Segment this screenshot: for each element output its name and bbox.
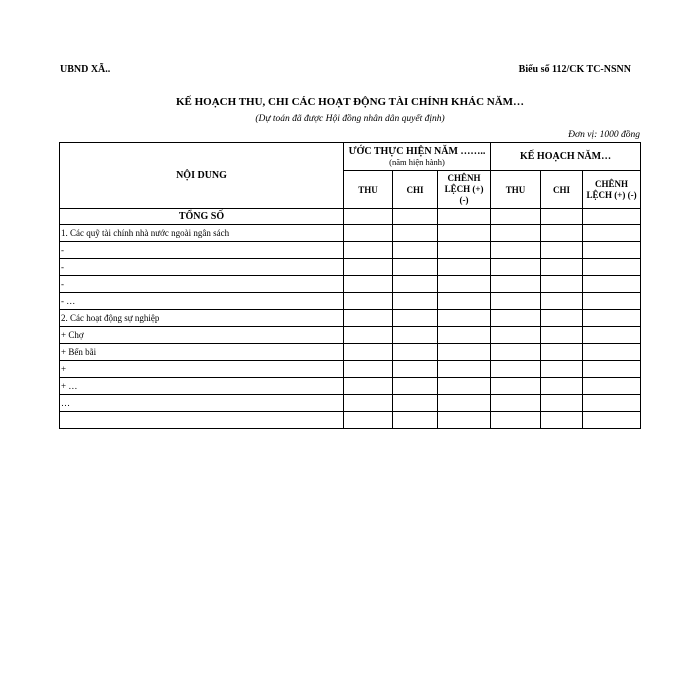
table-row [60,327,641,344]
header-plan-thu: THU [491,171,541,209]
document-title: KẾ HOẠCH THU, CHI CÁC HOẠT ĐỘNG TÀI CHÍNH KHÁC NĂM… [175,96,525,108]
table-row [60,276,641,293]
row-label: … [60,395,344,412]
table-cell [583,242,641,259]
table-cell [344,225,393,242]
header-estimate-diff: CHÊNH LỆCH (+) (-) [438,171,491,209]
header-estimate-thu: THU [344,171,393,209]
table-cell [491,310,541,327]
row-label: - [60,242,344,259]
table-cell [541,378,583,395]
table-cell [438,344,491,361]
table-cell [491,242,541,259]
table-cell [344,412,393,429]
table-cell [393,259,438,276]
table-row [60,378,641,395]
table-cell [541,327,583,344]
table-cell [583,361,641,378]
table-cell [438,327,491,344]
table-cell [541,259,583,276]
table-row-total [60,209,641,225]
table-cell [491,293,541,310]
table-cell [491,209,541,225]
table-cell [393,276,438,293]
table-cell [491,344,541,361]
table-row [60,395,641,412]
header-content: NỘI DUNG [60,143,344,209]
table-cell [491,412,541,429]
table-cell [541,412,583,429]
table-cell [393,209,438,225]
table-cell [438,209,491,225]
row-label: - [60,276,344,293]
table-cell [344,327,393,344]
budget-table [59,142,641,429]
table-cell [393,378,438,395]
table-cell [393,242,438,259]
table-cell [491,378,541,395]
unit-label: Đơn vị: 1000 đồng [568,130,640,140]
table-cell [438,310,491,327]
table-cell [541,395,583,412]
table-cell [541,225,583,242]
table-cell [438,412,491,429]
table-cell [438,242,491,259]
table-cell [344,293,393,310]
total-label: TỔNG SỐ [60,209,344,225]
table-cell [541,361,583,378]
table-cell [393,310,438,327]
table-cell [393,395,438,412]
row-label: - [60,259,344,276]
table-cell [541,310,583,327]
table-row [60,412,641,429]
header-plan-chi: CHI [541,171,583,209]
table-cell [438,259,491,276]
table-cell [438,361,491,378]
table-cell [491,276,541,293]
header-plan-group: KẾ HOẠCH NĂM… [491,143,641,171]
table-cell [393,293,438,310]
table-cell [438,395,491,412]
table-cell [344,242,393,259]
table-cell [393,327,438,344]
table-cell [541,293,583,310]
table-cell [438,293,491,310]
table-cell [344,395,393,412]
table-cell [491,395,541,412]
row-label: + Chợ [60,327,344,344]
table-cell [344,209,393,225]
table-cell [344,378,393,395]
table-cell [541,242,583,259]
table-row [60,310,641,327]
table-cell [583,276,641,293]
table-cell [583,412,641,429]
table-cell [491,361,541,378]
table-cell [438,276,491,293]
table-cell [438,225,491,242]
table-cell [491,259,541,276]
table-cell [491,225,541,242]
table-cell [438,378,491,395]
table-cell [393,225,438,242]
table-row [60,293,641,310]
table-cell [541,344,583,361]
row-label: + … [60,378,344,395]
table-cell [541,209,583,225]
table-cell [583,310,641,327]
table-cell [491,327,541,344]
table-cell [583,293,641,310]
table-cell [393,412,438,429]
estimate-subtitle: (năm hiện hành) [389,157,445,167]
table-cell [583,395,641,412]
form-number: Biểu số 112/CK TC-NSNN [518,64,631,75]
table-cell [583,259,641,276]
row-label: + Bến bãi [60,344,344,361]
row-label: + [60,361,344,378]
table-cell [541,276,583,293]
table-row [60,242,641,259]
table-cell [583,378,641,395]
row-label: 2. Các hoạt động sự nghiệp [60,310,344,327]
table-cell [344,310,393,327]
header-estimate-group [344,143,491,171]
table-row [60,225,641,242]
table-cell [344,259,393,276]
row-label: - … [60,293,344,310]
table-cell [583,209,641,225]
table-cell [344,276,393,293]
header-estimate-chi: CHI [393,171,438,209]
table-cell [583,225,641,242]
table-row [60,344,641,361]
table-cell [583,344,641,361]
table-cell [393,361,438,378]
table-cell [344,344,393,361]
table-row [60,361,641,378]
table-cell [583,327,641,344]
header-plan-diff: CHÊNH LỆCH (+) (-) [583,171,641,209]
estimate-title: ƯỚC THỰC HIỆN NĂM …….. [348,146,486,157]
row-label [60,412,344,429]
table-row [60,259,641,276]
table-cell [393,344,438,361]
row-label: 1. Các quỹ tài chính nhà nước ngoài ngân sách [60,225,344,242]
document-subtitle: (Dự toán đã được Hội đồng nhân dân quyết định) [255,114,445,124]
table-cell [344,361,393,378]
agency-name: UBND XÃ.. [60,64,111,75]
